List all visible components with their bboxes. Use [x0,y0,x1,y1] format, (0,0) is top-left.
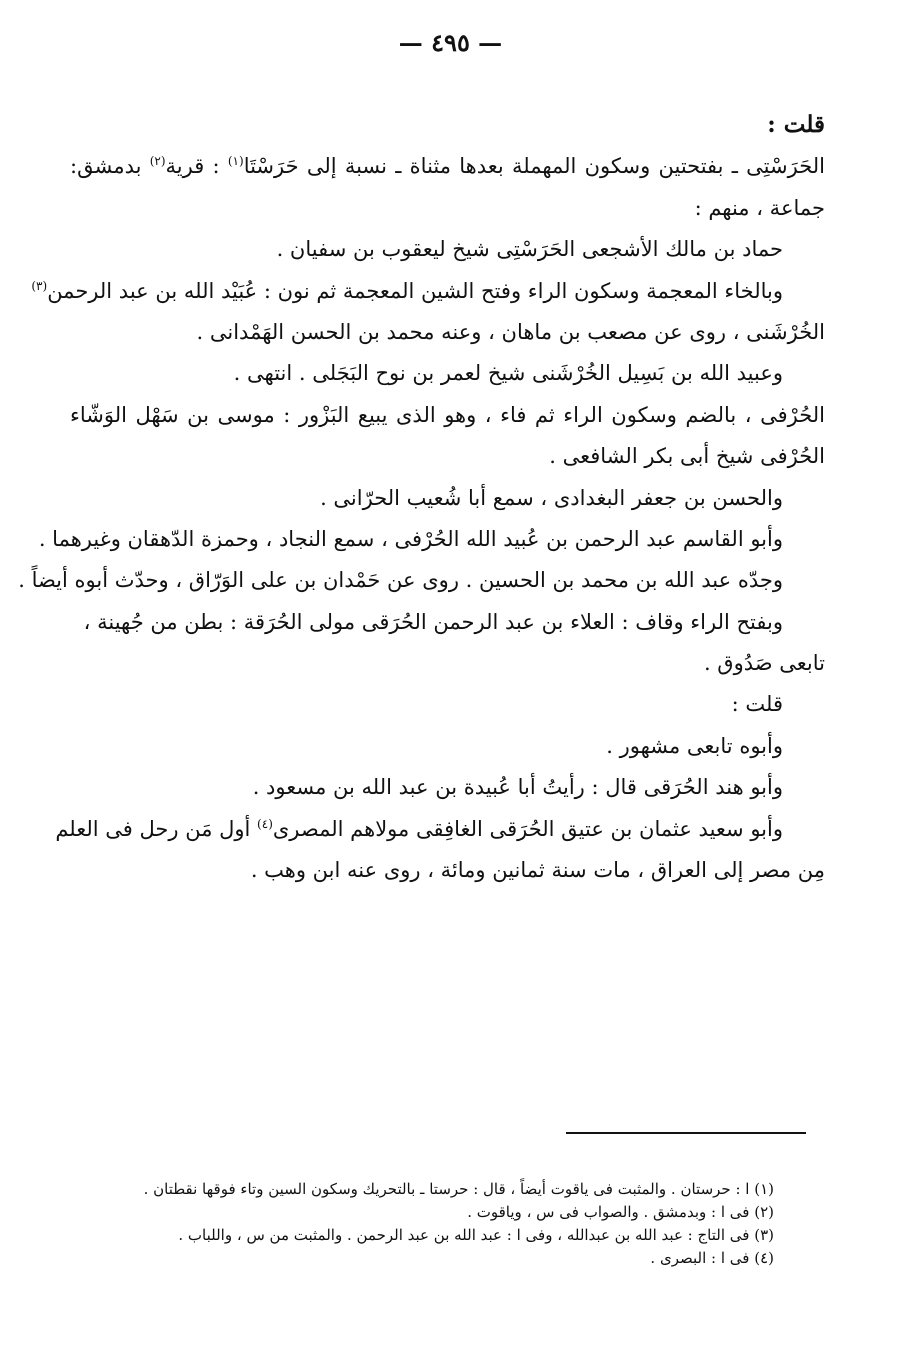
text-line: وأبو هند الحُرَقى قال : رأيتُ أبا عُبيدة بن عبد الله بن مسعود . [252,775,783,800]
text-line: وأبوه تابعى مشهور . [606,733,783,758]
text-line: الحُرْفى ، بالضم وسكون الراء ثم فاء ، وهو الذى يبيع البَزْور : موسى بن سَهْل الوَشّاء [70,402,825,427]
text-line: حماد بن مالك الأشجعى الحَرَسْتِى شيخ ليعقوب بن سفيان . [276,237,783,262]
footnote-divider [566,1132,806,1134]
text-line: الحَرَسْتِى ـ بفتحتين وسكون المهملة بعدها مثناة ـ نسبة إلى حَرَسْتَا$^{(١)}$ : قرية$^{(٢)}$ بدمشق: [70,154,825,179]
text-line: وأبو سعيد عثمان بن عتيق الحُرَقى الغافِقى مولاهم المصرى$^{(٤)}$ أول مَن رحل فى العلم [55,816,783,841]
footnote-marker: (٤) [257,816,273,831]
text-line: تابعى صَدُوق . [703,651,825,676]
footnote-marker: (٢) [149,154,166,169]
text-line: قلت : [767,111,825,138]
text-line: الخُرْشَنى ، روى عن مصعب بن ماهان ، وعنه محمد بن الحسن الهَمْدانى . [196,319,825,344]
page-number: — ٤٩٥ — [398,28,503,57]
text-line: وعبيد الله بن بَسِيل الخُرْشَنى شيخ لعمر بن نوح البَجَلى . انتهى . [233,361,783,386]
text-line: الحُرْفى شيخ أبى بكر الشافعى . [549,444,825,469]
footnote: (٤) فى ا : البصرى . [650,1249,774,1267]
footnote: (٣) فى التاج : عبد الله بن عبدالله ، وفى ا : عبد الله بن عبد الرحمن . والمثبت من س ، واللباب . [178,1226,774,1244]
text-line: وجدّه عبد الله بن محمد بن الحسين . روى عن حَمْدان بن على الوَرّاق ، وحدّث أبوه أيضاً . [18,568,783,593]
footnote: (١) ا : حرستان . والمثبت فى ياقوت أيضاً ، قال : حرستا ـ بالتحريك وسكون السين وتاء فوقها نقطتان . [143,1180,774,1198]
footnote: (٢) فى ا : وبدمشق . والصواب فى س ، وياقوت . [467,1203,774,1221]
main-text [18,110,825,896]
text-line: مِن مصر إلى العراق ، مات سنة ثمانين ومائة ، روى عنه ابن وهب . [250,858,825,883]
footnote-marker: (١) [227,154,244,169]
text-line: وبالخاء المعجمة وسكون الراء وفتح الشين المعجمة ثم نون : عُبَيْد الله بن عبد الرحمن$^{(٣)}$ [31,278,783,303]
text-line: وأبو القاسم عبد الرحمن بن عُبيد الله الحُرْفى ، سمع النجاد ، وحمزة الدّهقان وغيرهما . [38,526,783,551]
text-line: والحسن بن جعفر البغدادى ، سمع أبا شُعيب الحرّانى . [320,485,783,510]
text-line: جماعة ، منهم : [694,195,825,220]
footnotes [70,1178,810,1270]
text-line: وبفتح الراء وقاف : العلاء بن عبد الرحمن الحُرَقى مولى الحُرَقة : بطن من جُهينة ، [83,609,783,634]
text-line: قلت : [731,692,783,717]
footnote-marker: (٣) [31,278,48,293]
